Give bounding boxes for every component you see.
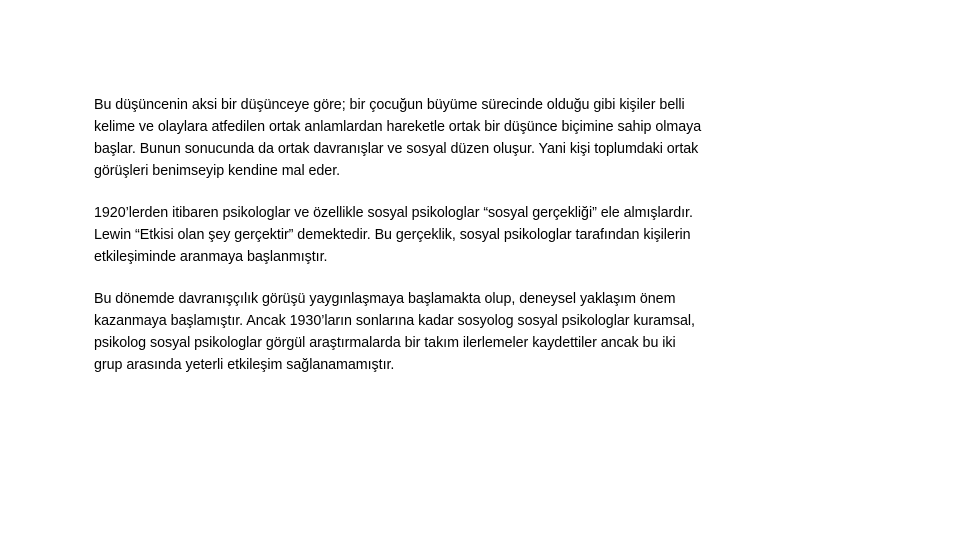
paragraph-line: görüşleri benimseyip kendine mal eder. xyxy=(94,163,341,179)
paragraph-line: etkileşiminde aranmaya başlanmıştır. xyxy=(94,249,328,265)
paragraph-1 xyxy=(94,94,854,182)
paragraph-line: Lewin “Etkisi olan şey gerçektir” demektedir. Bu gerçeklik, sosyal psikologlar tarafından kişilerin xyxy=(94,227,691,243)
paragraph-2 xyxy=(94,202,854,268)
paragraph-line: kelime ve olaylara atfedilen ortak anlamlardan hareketle ortak bir düşünce biçimine sahip olmaya xyxy=(94,119,702,135)
paragraph-line: başlar. Bunun sonucunda da ortak davranışlar ve sosyal düzen oluşur. Yani kişi toplumdaki ortak xyxy=(94,141,699,157)
paragraph-line: 1920’lerden itibaren psikologlar ve özellikle sosyal psikologlar “sosyal gerçekliği” ele almışlardır. xyxy=(94,205,693,221)
paragraph-line: psikolog sosyal psikologlar görgül araştırmalarda bir takım ilerlemeler kaydettiler ancak bu iki xyxy=(94,335,676,351)
paragraph-line: Bu düşüncenin aksi bir düşünceye göre; bir çocuğun büyüme sürecinde olduğu gibi kişiler belli xyxy=(94,97,685,113)
paragraph-line: grup arasında yeterli etkileşim sağlanamamıştır. xyxy=(94,357,395,373)
paragraph-line: Bu dönemde davranışçılık görüşü yaygınlaşmaya başlamakta olup, deneysel yaklaşım önem xyxy=(94,291,676,307)
paragraph-line: kazanmaya başlamıştır. Ancak 1930’ların sonlarına kadar sosyolog sosyal psikologlar kuramsal, xyxy=(94,313,695,329)
paragraph-3 xyxy=(94,288,854,376)
text-body xyxy=(94,94,854,396)
